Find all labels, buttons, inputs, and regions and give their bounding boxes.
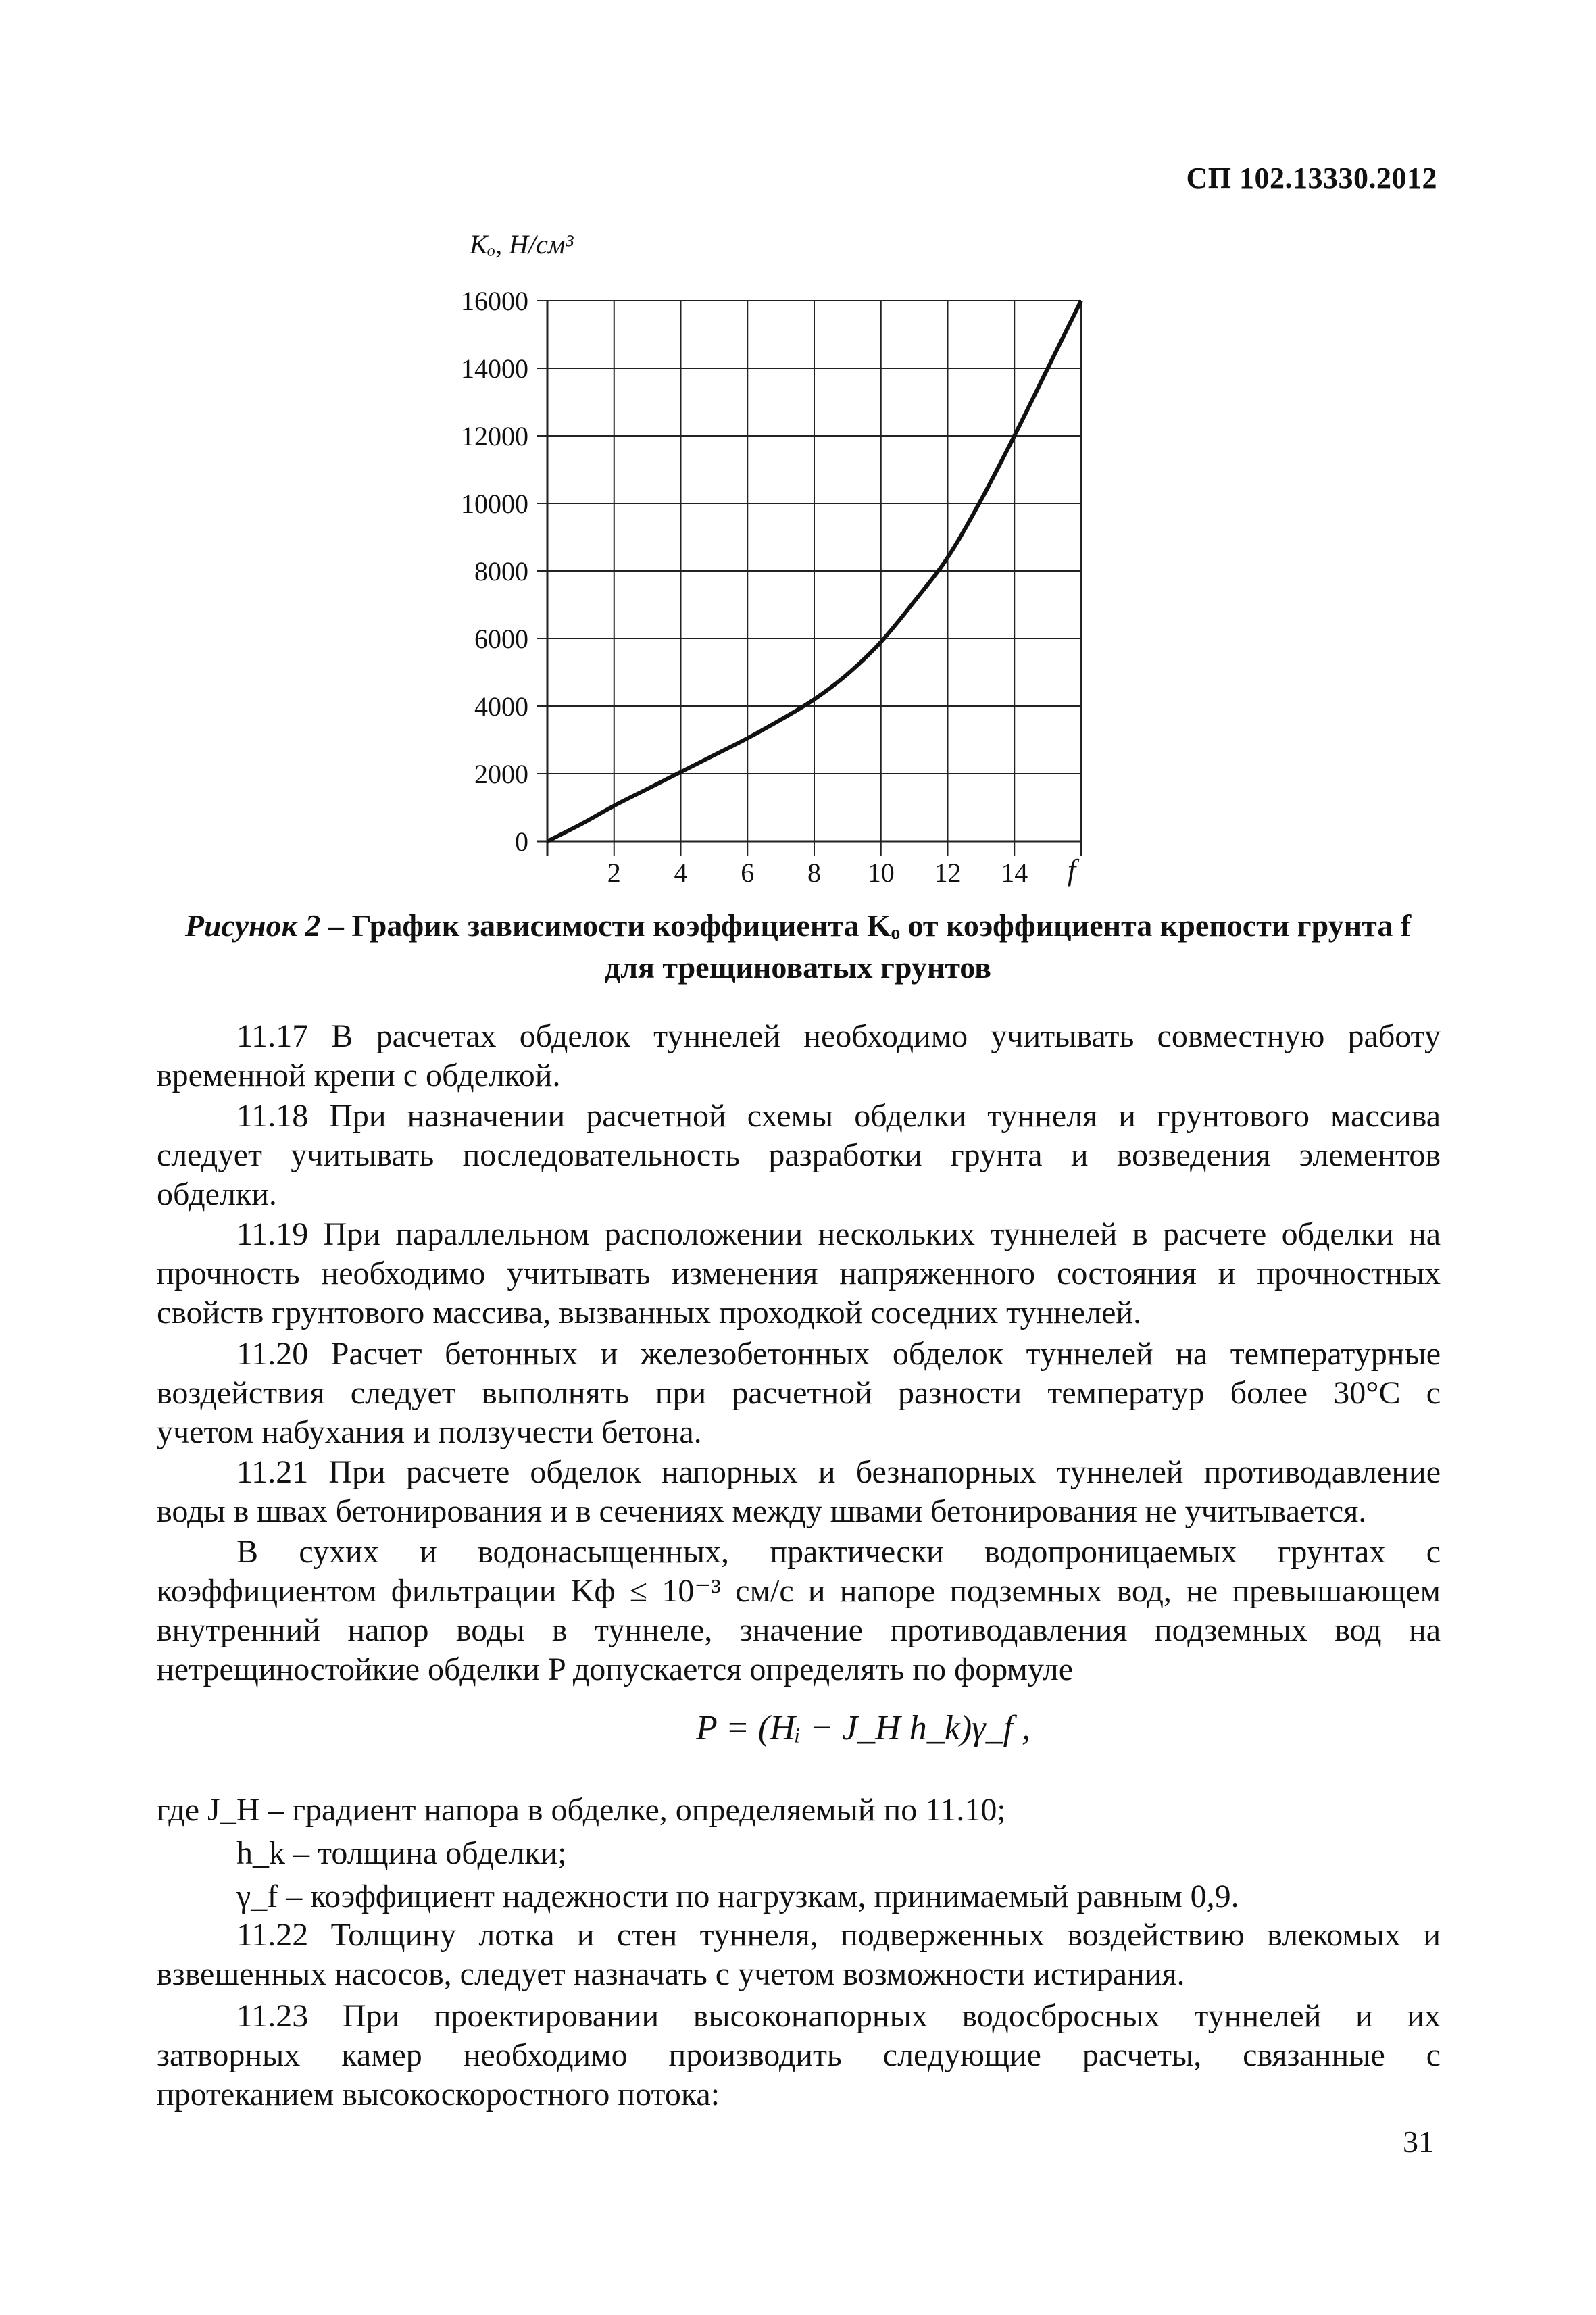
text-line: 11.19 При параллельном расположении нескольких туннелей в расчете обделки на (236, 1216, 1441, 1252)
y-tick-label: 10000 (461, 489, 528, 519)
figure-caption-text: – График зависимости коэффициента Kₒ от коэффициента крепости грунта f (320, 908, 1412, 943)
text-line: временной крепи с обделкой. (157, 1057, 561, 1093)
text-line: 11.22 Толщину лотка и стен туннеля, подверженных воздействию влекомых и (236, 1917, 1441, 1953)
x-tick-label: 14 (1001, 857, 1028, 888)
x-tick-label: 4 (674, 857, 688, 888)
text-line: 11.21 При расчете обделок напорных и безнапорных туннелей противодавление (236, 1454, 1441, 1490)
text-line: прочность необходимо учитывать изменения напряженного состояния и прочностных (157, 1255, 1441, 1291)
figure-label: Рисунок 2 (184, 908, 321, 943)
y-tick-label: 8000 (474, 556, 528, 587)
y-axis-label: Kₒ, Н/см³ (470, 229, 574, 259)
text-line: коэффициентом фильтрации Kф ≤ 10⁻³ см/с и напоре подземных вод, не превышающем (157, 1573, 1441, 1609)
y-tick-label: 12000 (461, 421, 528, 451)
y-tick-label: 16000 (461, 286, 528, 316)
text-line: обделки. (157, 1176, 277, 1212)
x-tick-label: 6 (741, 857, 755, 888)
x-tick-label: 12 (934, 857, 962, 888)
x-tick-label: 8 (807, 857, 821, 888)
text-line: воздействия следует выполнять при расчетной разности температур более 30°С с (157, 1375, 1441, 1411)
text-line: нетрещиностойкие обделки P допускается определять по формуле (157, 1651, 1073, 1687)
text-line: учетом набухания и ползучести бетона. (157, 1414, 702, 1450)
paragraph-11-21 (157, 1453, 1441, 1531)
where-definitions (157, 1791, 1441, 1916)
y-tick-label: 14000 (461, 353, 528, 384)
y-tick-label: 2000 (474, 759, 528, 789)
paragraph-dry-soils (157, 1533, 1441, 1689)
page-number: 31 (1403, 2124, 1434, 2159)
text-line: взвешенных насосов, следует назначать с учетом возможности истирания. (157, 1956, 1185, 1992)
document-code: СП 102.13330.2012 (1186, 161, 1437, 195)
paragraph-11-22 (157, 1916, 1441, 1994)
y-tick-label: 4000 (474, 691, 528, 722)
x-tick-label: 10 (867, 857, 895, 888)
figure-caption-line-2: для трещиноватых грунтов (604, 950, 992, 985)
definition-jh: где J_H – градиент напора в обделке, определяемый по 11.10; (157, 1792, 1006, 1828)
paragraph-11-20 (157, 1335, 1441, 1452)
x-tick-labels (607, 857, 1028, 888)
paragraph-11-18 (157, 1097, 1441, 1214)
paragraph-11-23 (157, 1997, 1441, 2114)
ko-vs-f-chart (405, 216, 1135, 892)
text-line: затворных камер необходимо производить следующие расчеты, связанные с (157, 2037, 1441, 2073)
text-line: внутренний напор воды в туннеле, значение противодавления подземных вод на (157, 1612, 1441, 1648)
text-line: воды в швах бетонирования и в сечениях между швами бетонирования не учитывается. (157, 1493, 1367, 1529)
x-tick-label: 2 (607, 857, 621, 888)
figure-caption-line-1 (135, 905, 1461, 946)
y-tick-labels (461, 286, 528, 857)
text-line: следует учитывать последовательность разработки грунта и возведения элементов (157, 1137, 1441, 1173)
paragraph-11-17 (157, 1017, 1441, 1095)
definition-hk: h_k – толщина обделки; (236, 1835, 567, 1871)
chart-grid (537, 301, 1081, 856)
definition-gf: γ_f – коэффициент надежности по нагрузкам, принимаемый равным 0,9. (236, 1878, 1239, 1914)
text-line: свойств грунтового массива, вызванных проходкой соседних туннелей. (157, 1295, 1142, 1330)
y-tick-label: 0 (515, 826, 528, 857)
text-line: 11.17 В расчетах обделок туннелей необходимо учитывать совместную работу (236, 1018, 1441, 1054)
formula: P = (Hᵢ − J_H h_k)γ_f , (696, 1709, 1031, 1747)
paragraph-11-19 (157, 1215, 1441, 1333)
x-axis-label: f (1068, 853, 1076, 887)
y-tick-label: 6000 (474, 624, 528, 654)
text-line: В сухих и водонасыщенных, практически водопроницаемых грунтах с (236, 1534, 1441, 1570)
text-line: 11.20 Расчет бетонных и железобетонных обделок туннелей на температурные (236, 1336, 1441, 1372)
text-line: 11.18 При назначении расчетной схемы обделки туннеля и грунтового массива (236, 1098, 1441, 1134)
text-line: протеканием высокоскоростного потока: (157, 2076, 720, 2112)
text-line: 11.23 При проектировании высоконапорных водосбросных туннелей и их (236, 1998, 1441, 2034)
